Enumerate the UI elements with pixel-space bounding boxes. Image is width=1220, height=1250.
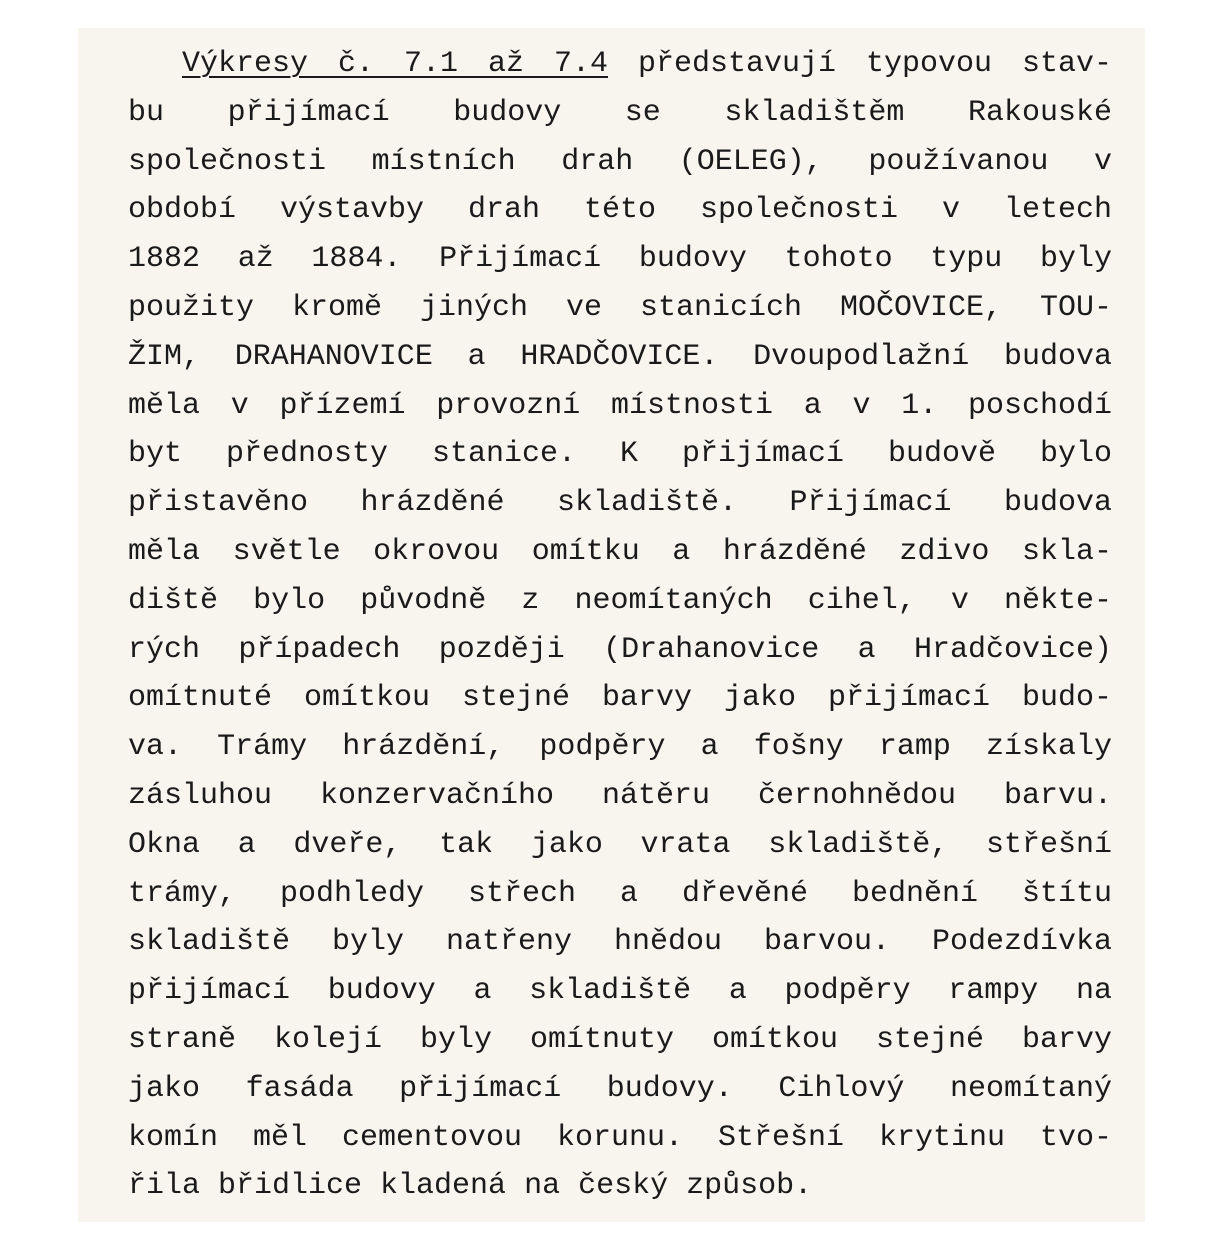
text-line: rých případech později (Drahanovice a Hradčovice) xyxy=(128,632,1112,667)
text-line: období výstavby drah této společnosti v letech xyxy=(128,193,1112,228)
text-line: 1882 až 1884. Přijímací budovy tohoto typu byly xyxy=(128,242,1112,277)
text-line: Okna a dveře, tak jako vrata skladiště, střešní xyxy=(128,827,1112,862)
text-line: va. Trámy hrázdění, podpěry a fošny ramp získaly xyxy=(128,730,1112,765)
text-line: byt přednosty stanice. K přijímací budově bylo xyxy=(128,437,1112,472)
text-line: trámy, podhledy střech a dřevěné bednění štítu xyxy=(128,876,1112,911)
text-line: měla světle okrovou omítku a hrázděné zdivo skla- xyxy=(128,534,1112,569)
text-line: společnosti místních drah (OELEG), používanou v xyxy=(128,144,1112,179)
text-line: komín měl cementovou korunu. Střešní krytinu tvo- xyxy=(128,1120,1112,1155)
typewritten-paragraph xyxy=(128,40,1112,1211)
text-line: skladiště byly natřeny hnědou barvou. Podezdívka xyxy=(128,925,1112,960)
text-line: omítnuté omítkou stejné barvy jako přijímací budo- xyxy=(128,681,1112,716)
text-line xyxy=(128,40,1112,89)
text-line: řila břidlice kladená na český způsob. xyxy=(128,1169,813,1204)
text-line: straně kolejí byly omítnuty omítkou stejné barvy xyxy=(128,1022,1112,1057)
text-line-rest: představují typovou stav- xyxy=(607,47,1113,81)
text-line: diště bylo původně z neomítaných cihel, v někte- xyxy=(128,583,1112,618)
text-line: měla v přízemí provozní místnosti a v 1. poschodí xyxy=(128,388,1112,423)
text-line: jako fasáda přijímací budovy. Cihlový neomítaný xyxy=(128,1071,1112,1106)
text-line: ŽIM, DRAHANOVICE a HRADČOVICE. Dvoupodlažní budova xyxy=(128,339,1112,374)
text-line: zásluhou konzervačního nátěru černohnědou barvu. xyxy=(128,778,1112,813)
text-line: bu přijímací budovy se skladištěm Rakouské xyxy=(128,95,1112,130)
drawing-reference: Výkresy č. 7.1 až 7.4 xyxy=(182,47,608,81)
text-line: použity kromě jiných ve stanicích MOČOVICE, TOU- xyxy=(128,290,1112,325)
text-line: přijímací budovy a skladiště a podpěry rampy na xyxy=(128,974,1112,1009)
text-line: přistavěno hrázděné skladiště. Přijímací budova xyxy=(128,486,1112,521)
